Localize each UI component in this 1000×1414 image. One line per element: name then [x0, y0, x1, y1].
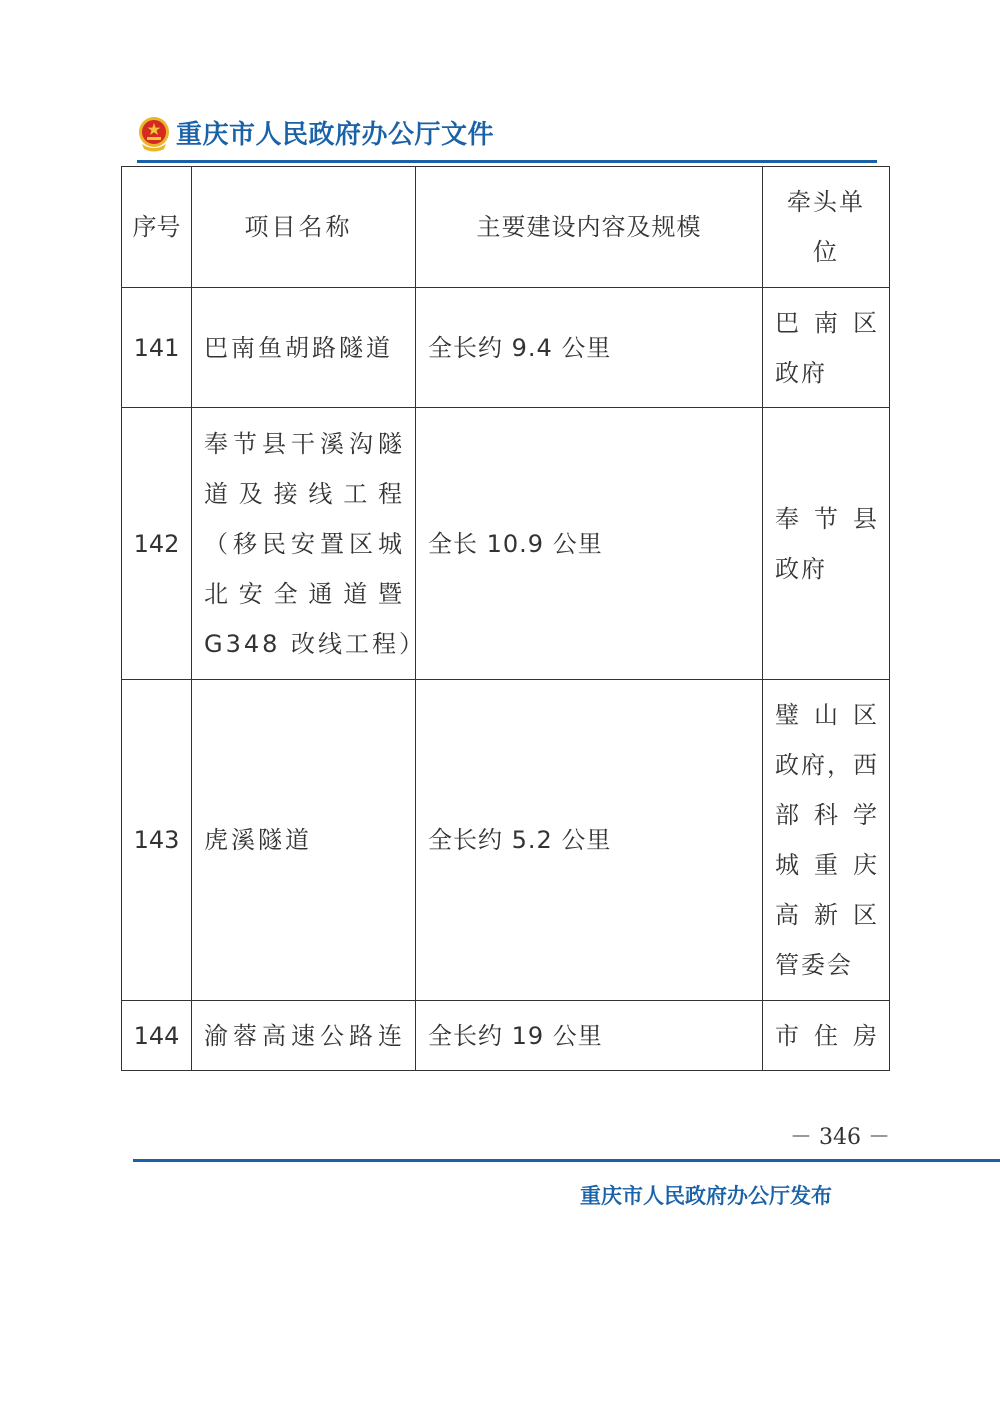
row-name	[192, 680, 416, 1001]
national-emblem-icon	[137, 116, 171, 154]
row-unit-line: 政府，西	[775, 751, 879, 779]
row-seq: 142	[122, 408, 192, 680]
row-unit-line: 璧 山 区	[775, 701, 879, 729]
row-unit-line: 市 住 房	[775, 1021, 879, 1050]
row-unit-line: 城 重 庆	[775, 851, 879, 879]
row-unit	[763, 288, 890, 408]
row-unit-line: 部 科 学	[775, 801, 879, 829]
row-name-line: 巴南鱼胡路隧道	[204, 333, 393, 362]
row-scale: 全长约 19 公里	[416, 1001, 763, 1071]
footer-publisher: 重庆市人民政府办公厅发布	[580, 1183, 832, 1208]
header-scale: 主要建设内容及规模	[416, 167, 763, 288]
header-seq: 序号	[122, 167, 192, 288]
row-scale: 全长 10.9 公里	[416, 408, 763, 680]
row-scale: 全长约 5.2 公里	[416, 680, 763, 1001]
row-name-line: 奉 节 县 干 溪 沟 隧	[204, 429, 405, 458]
row-name	[192, 1001, 416, 1071]
row-unit	[763, 680, 890, 1001]
row-name	[192, 288, 416, 408]
row-seq: 144	[122, 1001, 192, 1071]
header-title: 重庆市人民政府办公厅文件	[176, 120, 495, 150]
row-unit-line: 巴 南 区	[775, 308, 879, 337]
row-unit-line: 管委会	[775, 951, 853, 979]
table-row	[122, 680, 890, 1001]
row-name-line: 虎溪隧道	[204, 826, 312, 854]
row-name-line: G348 改线工程）	[204, 629, 427, 658]
table-row	[122, 408, 890, 680]
row-seq: 141	[122, 288, 192, 408]
table-row	[122, 1001, 890, 1071]
header-unit-line: 牵头单	[787, 188, 865, 216]
header-rule	[137, 160, 877, 163]
row-unit	[763, 1001, 890, 1071]
row-unit-line: 奉 节 县	[775, 504, 879, 533]
table-row	[122, 288, 890, 408]
row-scale: 全长约 9.4 公里	[416, 288, 763, 408]
row-name	[192, 408, 427, 680]
row-name-line: 渝 蓉 高 速 公 路 连	[204, 1021, 405, 1050]
row-name-line: 道 及 接 线 工 程	[204, 479, 405, 508]
header-unit	[763, 167, 890, 288]
row-name-line: （ 移 民 安 置 区 城	[204, 529, 405, 558]
row-unit	[763, 408, 890, 680]
row-unit-line: 政府	[775, 554, 827, 583]
page-number: － 346 －	[790, 1125, 890, 1150]
header-unit-line: 位	[813, 238, 839, 266]
header-name: 项目名称	[192, 167, 416, 288]
row-seq: 143	[122, 680, 192, 1001]
project-table	[121, 166, 890, 1071]
row-unit-line: 高 新 区	[775, 901, 879, 929]
row-unit-line: 政府	[775, 358, 827, 387]
row-name-line: 北 安 全 通 道 暨	[204, 579, 405, 608]
table-header-row	[122, 167, 890, 288]
footer-rule	[133, 1159, 1000, 1162]
